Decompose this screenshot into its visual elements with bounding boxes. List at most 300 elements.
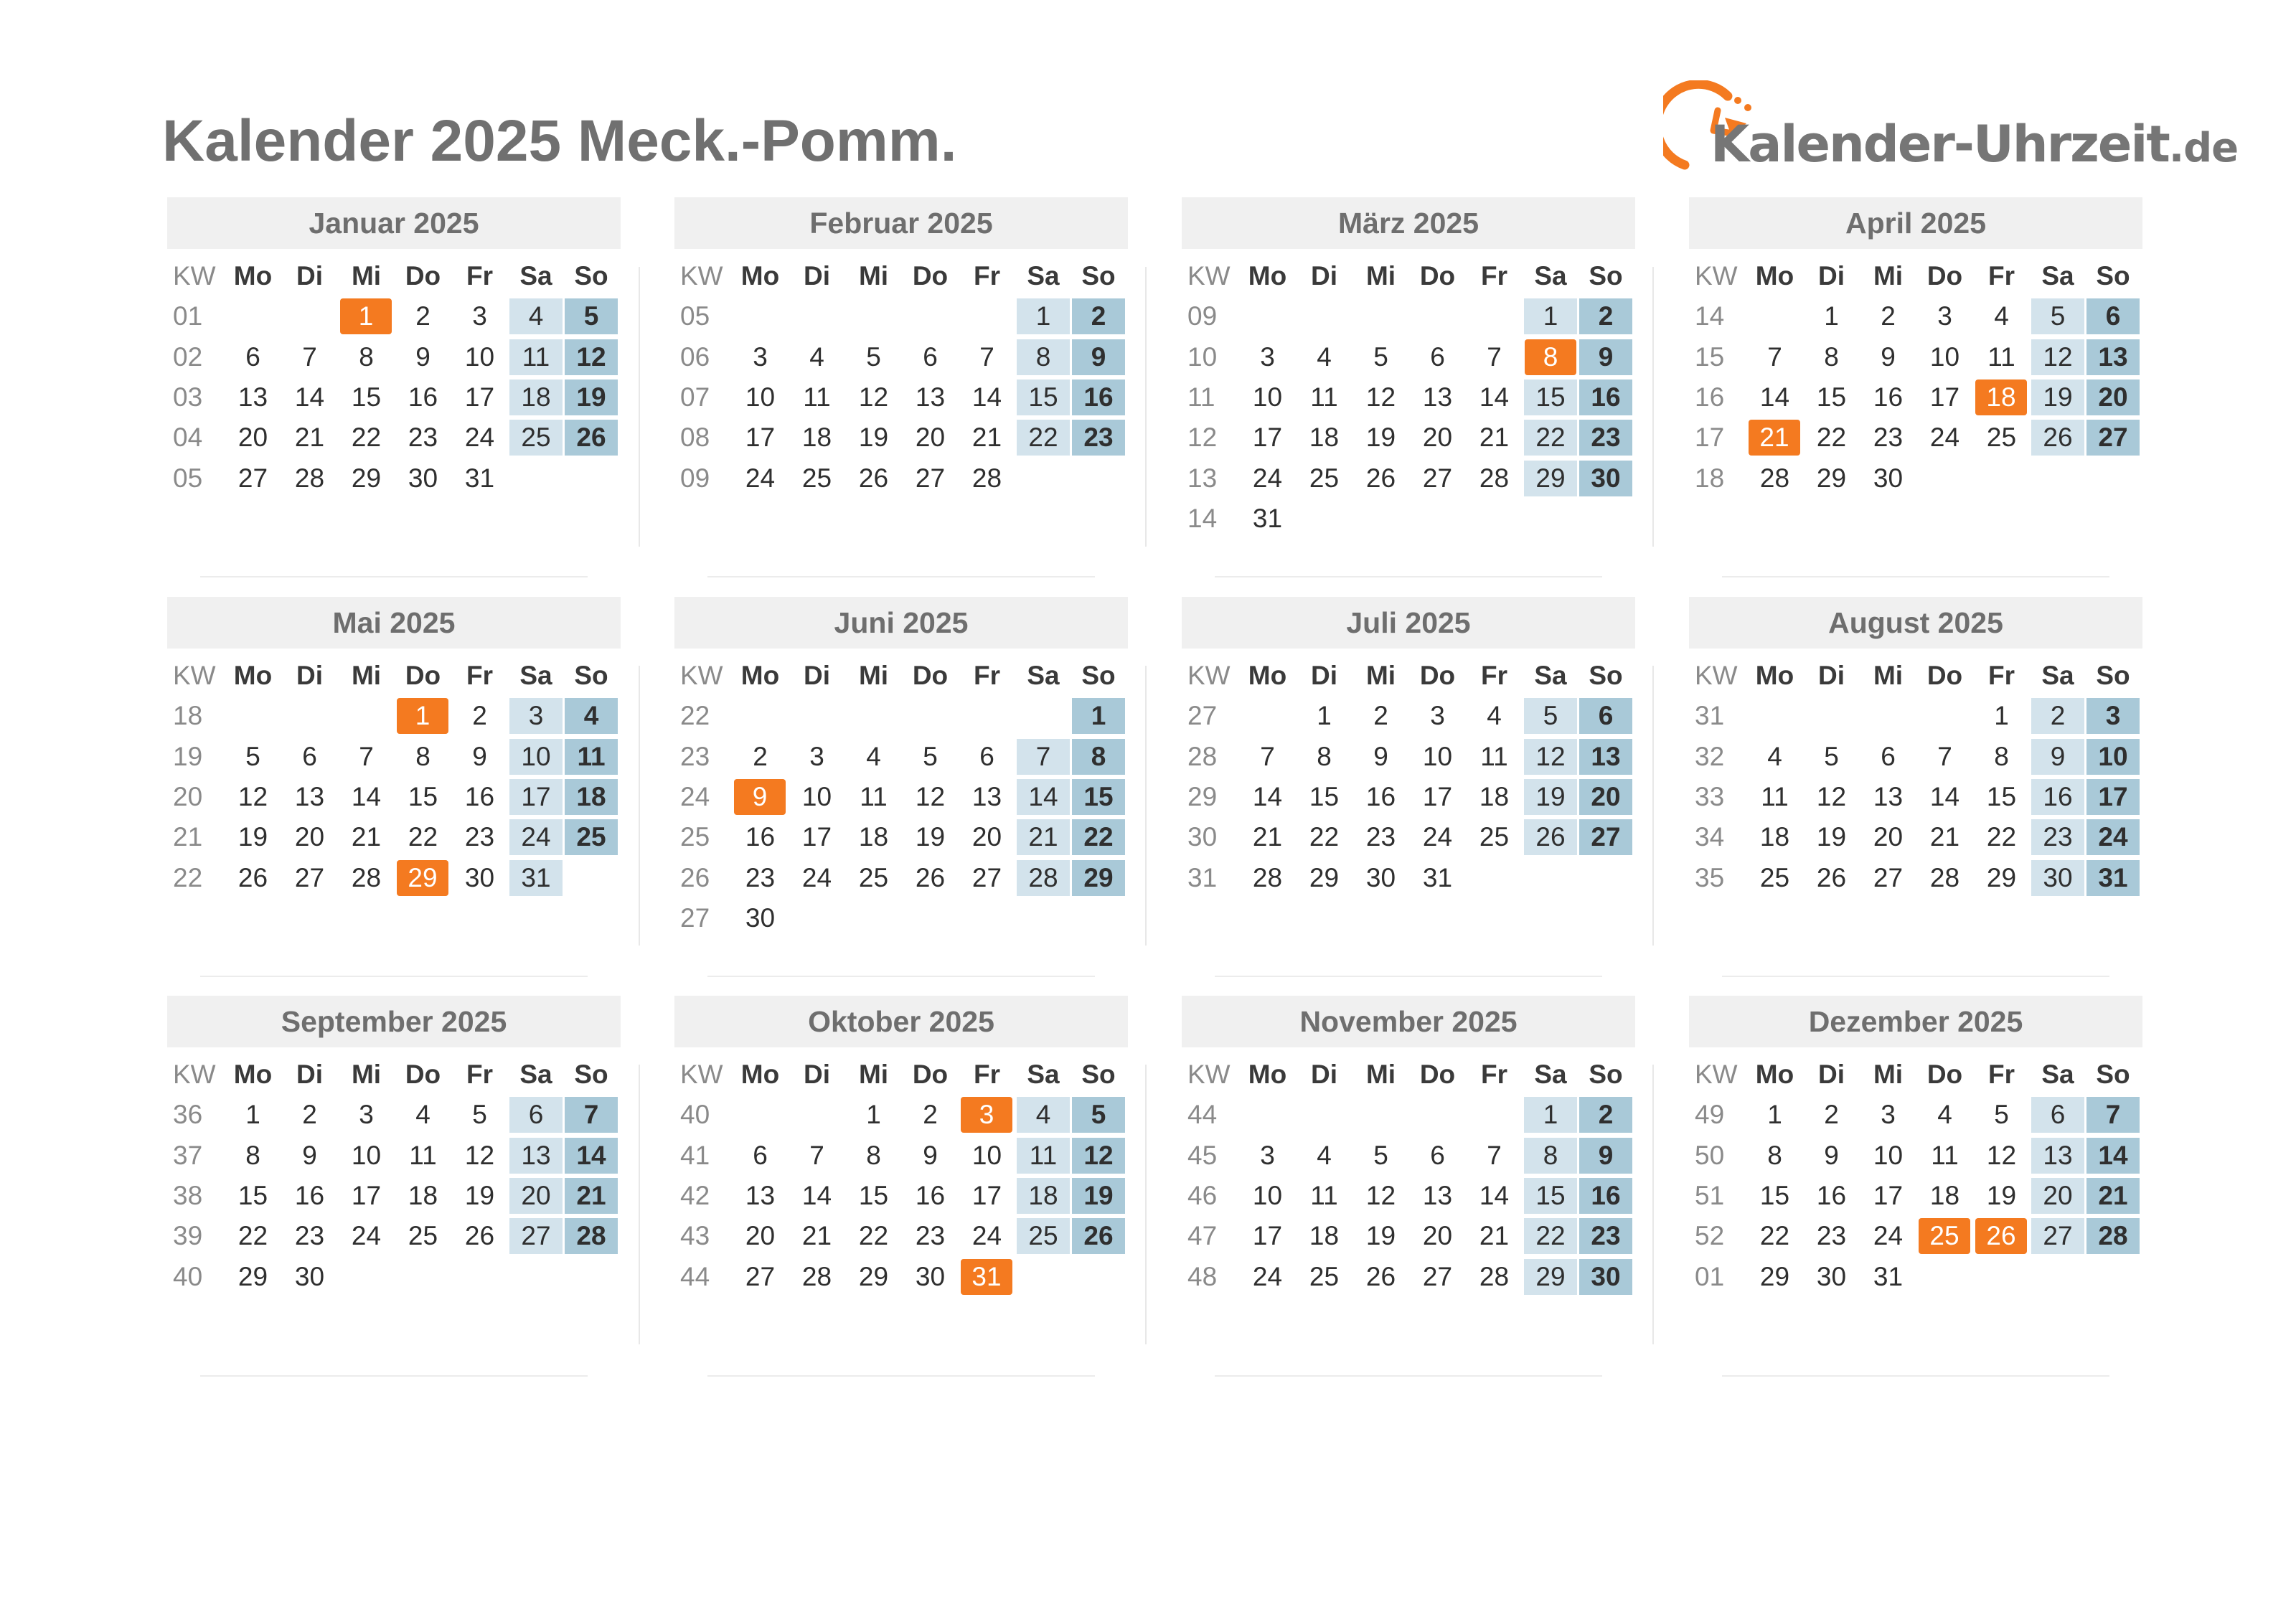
- day[interactable]: 14: [1929, 782, 1960, 812]
- day[interactable]: 23: [1365, 822, 1396, 852]
- day[interactable]: 1: [1524, 1097, 1577, 1133]
- day[interactable]: 30: [294, 1261, 325, 1291]
- day[interactable]: 29: [1072, 860, 1125, 896]
- day[interactable]: 15: [1986, 782, 2017, 812]
- day[interactable]: 12: [1524, 739, 1577, 775]
- day[interactable]: 10: [1252, 1181, 1283, 1211]
- day[interactable]: 24: [1252, 1261, 1283, 1291]
- day[interactable]: 2: [1881, 301, 1896, 331]
- day[interactable]: 31: [509, 860, 563, 896]
- day[interactable]: 19: [915, 822, 946, 852]
- day[interactable]: 6: [1430, 1140, 1445, 1170]
- holiday-day[interactable]: 25: [1919, 1218, 1970, 1254]
- day[interactable]: 6: [753, 1140, 768, 1170]
- day[interactable]: 13: [2031, 1138, 2084, 1174]
- day[interactable]: 6: [1881, 741, 1896, 771]
- holiday-day[interactable]: 21: [1749, 420, 1800, 456]
- day[interactable]: 20: [1873, 822, 1904, 852]
- day[interactable]: 23: [1579, 1218, 1632, 1254]
- day[interactable]: 7: [302, 341, 317, 372]
- day[interactable]: 6: [1579, 698, 1632, 734]
- day[interactable]: 29: [1816, 463, 1847, 493]
- day[interactable]: 11: [1931, 1140, 1959, 1170]
- day[interactable]: 16: [1072, 379, 1125, 415]
- day[interactable]: 13: [745, 1181, 776, 1211]
- day[interactable]: 22: [1816, 423, 1847, 453]
- day[interactable]: 25: [1759, 862, 1790, 892]
- day[interactable]: 21: [1479, 423, 1510, 453]
- day[interactable]: 21: [1252, 822, 1283, 852]
- day[interactable]: 31: [1873, 1261, 1904, 1291]
- day[interactable]: 11: [1761, 782, 1789, 812]
- day[interactable]: 11: [1987, 341, 2015, 372]
- day[interactable]: 8: [415, 741, 430, 771]
- day[interactable]: 23: [745, 862, 776, 892]
- day[interactable]: 18: [1759, 822, 1790, 852]
- day[interactable]: 20: [915, 423, 946, 453]
- day[interactable]: 3: [1937, 301, 1952, 331]
- day[interactable]: 8: [1767, 1140, 1782, 1170]
- day[interactable]: 30: [1873, 463, 1904, 493]
- day[interactable]: 29: [1524, 1259, 1577, 1295]
- day[interactable]: 18: [408, 1181, 438, 1211]
- day[interactable]: 14: [1759, 382, 1790, 412]
- day[interactable]: 26: [1365, 463, 1396, 493]
- day[interactable]: 11: [1310, 1181, 1338, 1211]
- day[interactable]: 8: [1317, 741, 1332, 771]
- day[interactable]: 6: [245, 341, 260, 372]
- day[interactable]: 13: [1873, 782, 1904, 812]
- day[interactable]: 11: [803, 382, 831, 412]
- day[interactable]: 5: [565, 298, 618, 334]
- day[interactable]: 6: [2086, 298, 2140, 334]
- day[interactable]: 7: [1487, 1140, 1502, 1170]
- day[interactable]: 25: [1017, 1218, 1070, 1254]
- day[interactable]: 4: [1017, 1097, 1070, 1133]
- day[interactable]: 24: [1929, 423, 1960, 453]
- day[interactable]: 26: [464, 1221, 495, 1251]
- holiday-day[interactable]: 18: [1975, 379, 2027, 415]
- day[interactable]: 26: [237, 862, 268, 892]
- day[interactable]: 18: [509, 379, 563, 415]
- day[interactable]: 3: [753, 341, 768, 372]
- day[interactable]: 8: [359, 341, 374, 372]
- day[interactable]: 14: [1479, 1181, 1510, 1211]
- day[interactable]: 22: [1759, 1221, 1790, 1251]
- day[interactable]: 7: [979, 341, 994, 372]
- day[interactable]: 2: [1373, 701, 1388, 731]
- day[interactable]: 18: [801, 423, 832, 453]
- day[interactable]: 7: [809, 1140, 824, 1170]
- day[interactable]: 5: [1072, 1097, 1125, 1133]
- day[interactable]: 21: [801, 1221, 832, 1251]
- day[interactable]: 24: [351, 1221, 382, 1251]
- day[interactable]: 18: [1929, 1181, 1960, 1211]
- day[interactable]: 2: [923, 1100, 938, 1130]
- day[interactable]: 11: [860, 782, 888, 812]
- day[interactable]: 26: [2031, 420, 2084, 456]
- day[interactable]: 9: [1072, 339, 1125, 375]
- day[interactable]: 2: [1579, 298, 1632, 334]
- day[interactable]: 7: [1767, 341, 1782, 372]
- day[interactable]: 17: [745, 423, 776, 453]
- day[interactable]: 25: [509, 420, 563, 456]
- day[interactable]: 9: [1579, 1138, 1632, 1174]
- day[interactable]: 13: [1422, 382, 1453, 412]
- day[interactable]: 4: [565, 698, 618, 734]
- day[interactable]: 19: [1365, 423, 1396, 453]
- day[interactable]: 13: [237, 382, 268, 412]
- day[interactable]: 12: [1365, 382, 1396, 412]
- day[interactable]: 23: [294, 1221, 325, 1251]
- day[interactable]: 26: [1072, 1218, 1125, 1254]
- day[interactable]: 16: [294, 1181, 325, 1211]
- day[interactable]: 23: [1873, 423, 1904, 453]
- day[interactable]: 20: [745, 1221, 776, 1251]
- day[interactable]: 18: [1479, 782, 1510, 812]
- holiday-day[interactable]: 8: [1525, 339, 1576, 375]
- day[interactable]: 18: [1309, 423, 1340, 453]
- day[interactable]: 22: [351, 423, 382, 453]
- day[interactable]: 31: [2086, 860, 2140, 896]
- day[interactable]: 5: [1373, 1140, 1388, 1170]
- day[interactable]: 7: [2086, 1097, 2140, 1133]
- day[interactable]: 5: [1994, 1100, 2009, 1130]
- day[interactable]: 17: [1252, 423, 1283, 453]
- day[interactable]: 10: [509, 739, 563, 775]
- day[interactable]: 25: [858, 862, 889, 892]
- day[interactable]: 28: [2086, 1218, 2140, 1254]
- day[interactable]: 29: [1986, 862, 2017, 892]
- day[interactable]: 13: [294, 782, 325, 812]
- day[interactable]: 29: [237, 1261, 268, 1291]
- day[interactable]: 27: [971, 862, 1002, 892]
- day[interactable]: 28: [565, 1218, 618, 1254]
- day[interactable]: 21: [2086, 1178, 2140, 1214]
- day[interactable]: 3: [359, 1100, 374, 1130]
- day[interactable]: 23: [408, 423, 438, 453]
- day[interactable]: 10: [971, 1140, 1002, 1170]
- day[interactable]: 25: [408, 1221, 438, 1251]
- day[interactable]: 28: [294, 463, 325, 493]
- day[interactable]: 23: [915, 1221, 946, 1251]
- day[interactable]: 3: [509, 698, 563, 734]
- day[interactable]: 9: [1881, 341, 1896, 372]
- day[interactable]: 6: [302, 741, 317, 771]
- day[interactable]: 9: [1373, 741, 1388, 771]
- day[interactable]: 19: [464, 1181, 495, 1211]
- day[interactable]: 8: [245, 1140, 260, 1170]
- day[interactable]: 17: [464, 382, 495, 412]
- day[interactable]: 20: [1422, 1221, 1453, 1251]
- day[interactable]: 24: [1422, 822, 1453, 852]
- day[interactable]: 14: [294, 382, 325, 412]
- day[interactable]: 10: [745, 382, 776, 412]
- day[interactable]: 11: [565, 739, 618, 775]
- day[interactable]: 28: [1479, 1261, 1510, 1291]
- day[interactable]: 15: [1524, 379, 1577, 415]
- day[interactable]: 28: [1479, 463, 1510, 493]
- day[interactable]: 14: [1479, 382, 1510, 412]
- day[interactable]: 9: [1824, 1140, 1839, 1170]
- day[interactable]: 20: [971, 822, 1002, 852]
- day[interactable]: 1: [1524, 298, 1577, 334]
- day[interactable]: 19: [1816, 822, 1847, 852]
- day[interactable]: 24: [2086, 819, 2140, 855]
- day[interactable]: 13: [915, 382, 946, 412]
- day[interactable]: 22: [1017, 420, 1070, 456]
- day[interactable]: 15: [408, 782, 438, 812]
- day[interactable]: 28: [971, 463, 1002, 493]
- day[interactable]: 24: [509, 819, 563, 855]
- day[interactable]: 24: [1252, 463, 1283, 493]
- day[interactable]: 19: [1365, 1221, 1396, 1251]
- day[interactable]: 26: [858, 463, 889, 493]
- day[interactable]: 27: [915, 463, 946, 493]
- day[interactable]: 29: [351, 463, 382, 493]
- day[interactable]: 12: [237, 782, 268, 812]
- day[interactable]: 15: [1017, 379, 1070, 415]
- day[interactable]: 2: [472, 701, 487, 731]
- day[interactable]: 5: [472, 1100, 487, 1130]
- day[interactable]: 18: [1017, 1178, 1070, 1214]
- day[interactable]: 16: [1365, 782, 1396, 812]
- holiday-day[interactable]: 26: [1975, 1218, 2027, 1254]
- day[interactable]: 2: [302, 1100, 317, 1130]
- day[interactable]: 22: [1309, 822, 1340, 852]
- day[interactable]: 9: [302, 1140, 317, 1170]
- day[interactable]: 28: [1017, 860, 1070, 896]
- day[interactable]: 19: [2031, 379, 2084, 415]
- day[interactable]: 26: [565, 420, 618, 456]
- day[interactable]: 19: [1072, 1178, 1125, 1214]
- day[interactable]: 23: [464, 822, 495, 852]
- day[interactable]: 12: [915, 782, 946, 812]
- day[interactable]: 27: [1579, 819, 1632, 855]
- day[interactable]: 22: [1524, 1218, 1577, 1254]
- day[interactable]: 29: [858, 1261, 889, 1291]
- day[interactable]: 30: [745, 902, 776, 933]
- day[interactable]: 27: [1422, 1261, 1453, 1291]
- day[interactable]: 24: [971, 1221, 1002, 1251]
- day[interactable]: 27: [2031, 1218, 2084, 1254]
- day[interactable]: 23: [1072, 420, 1125, 456]
- day[interactable]: 11: [1310, 382, 1338, 412]
- day[interactable]: 18: [1309, 1221, 1340, 1251]
- day[interactable]: 14: [565, 1138, 618, 1174]
- day[interactable]: 3: [2086, 698, 2140, 734]
- day[interactable]: 10: [1252, 382, 1283, 412]
- day[interactable]: 10: [464, 341, 495, 372]
- day[interactable]: 27: [237, 463, 268, 493]
- day[interactable]: 5: [245, 741, 260, 771]
- day[interactable]: 19: [1524, 779, 1577, 815]
- day[interactable]: 17: [801, 822, 832, 852]
- day[interactable]: 26: [915, 862, 946, 892]
- day[interactable]: 28: [1929, 862, 1960, 892]
- day[interactable]: 10: [1929, 341, 1960, 372]
- day[interactable]: 12: [2031, 339, 2084, 375]
- day[interactable]: 18: [858, 822, 889, 852]
- day[interactable]: 11: [1017, 1138, 1070, 1174]
- day[interactable]: 1: [866, 1100, 881, 1130]
- day[interactable]: 16: [745, 822, 776, 852]
- day[interactable]: 25: [1986, 423, 2017, 453]
- day[interactable]: 24: [801, 862, 832, 892]
- day[interactable]: 25: [801, 463, 832, 493]
- day[interactable]: 1: [1017, 298, 1070, 334]
- day[interactable]: 20: [237, 423, 268, 453]
- day[interactable]: 27: [1422, 463, 1453, 493]
- day[interactable]: 1: [245, 1100, 260, 1130]
- day[interactable]: 10: [2086, 739, 2140, 775]
- day[interactable]: 23: [2031, 819, 2084, 855]
- day[interactable]: 25: [1309, 1261, 1340, 1291]
- day[interactable]: 8: [1017, 339, 1070, 375]
- day[interactable]: 17: [351, 1181, 382, 1211]
- day[interactable]: 14: [351, 782, 382, 812]
- day[interactable]: 8: [1072, 739, 1125, 775]
- day[interactable]: 6: [979, 741, 994, 771]
- day[interactable]: 23: [1816, 1221, 1847, 1251]
- day[interactable]: 29: [1759, 1261, 1790, 1291]
- day[interactable]: 4: [809, 341, 824, 372]
- day[interactable]: 20: [1579, 779, 1632, 815]
- day[interactable]: 12: [1986, 1140, 2017, 1170]
- day[interactable]: 19: [858, 423, 889, 453]
- day[interactable]: 13: [1422, 1181, 1453, 1211]
- day[interactable]: 1: [1994, 701, 2009, 731]
- day[interactable]: 12: [464, 1140, 495, 1170]
- day[interactable]: 13: [2086, 339, 2140, 375]
- day[interactable]: 21: [351, 822, 382, 852]
- day[interactable]: 20: [1422, 423, 1453, 453]
- day[interactable]: 7: [1017, 739, 1070, 775]
- day[interactable]: 19: [1986, 1181, 2017, 1211]
- day[interactable]: 15: [1072, 779, 1125, 815]
- day[interactable]: 10: [1873, 1140, 1904, 1170]
- day[interactable]: 11: [509, 339, 563, 375]
- day[interactable]: 14: [801, 1181, 832, 1211]
- day[interactable]: 13: [509, 1138, 563, 1174]
- day[interactable]: 29: [1309, 862, 1340, 892]
- day[interactable]: 1: [1072, 698, 1125, 734]
- day[interactable]: 3: [1881, 1100, 1896, 1130]
- day[interactable]: 4: [415, 1100, 430, 1130]
- day[interactable]: 3: [809, 741, 824, 771]
- day[interactable]: 17: [2086, 779, 2140, 815]
- day[interactable]: 5: [923, 741, 938, 771]
- day[interactable]: 28: [1759, 463, 1790, 493]
- day[interactable]: 7: [1260, 741, 1275, 771]
- day[interactable]: 20: [294, 822, 325, 852]
- day[interactable]: 6: [509, 1097, 563, 1133]
- day[interactable]: 22: [1986, 822, 2017, 852]
- day[interactable]: 25: [1309, 463, 1340, 493]
- day[interactable]: 22: [858, 1221, 889, 1251]
- day[interactable]: 28: [351, 862, 382, 892]
- day[interactable]: 25: [565, 819, 618, 855]
- day[interactable]: 12: [1816, 782, 1847, 812]
- day[interactable]: 31: [1252, 503, 1283, 533]
- day[interactable]: 30: [1579, 1259, 1632, 1295]
- day[interactable]: 20: [509, 1178, 563, 1214]
- day[interactable]: 19: [565, 379, 618, 415]
- day[interactable]: 5: [1524, 698, 1577, 734]
- day[interactable]: 2: [1579, 1097, 1632, 1133]
- day[interactable]: 6: [2031, 1097, 2084, 1133]
- day[interactable]: 27: [2086, 420, 2140, 456]
- day[interactable]: 16: [1579, 1178, 1632, 1214]
- holiday-day[interactable]: 29: [397, 860, 448, 896]
- day[interactable]: 17: [971, 1181, 1002, 1211]
- day[interactable]: 4: [1317, 1140, 1332, 1170]
- day[interactable]: 20: [2031, 1178, 2084, 1214]
- day[interactable]: 22: [237, 1221, 268, 1251]
- day[interactable]: 19: [237, 822, 268, 852]
- day[interactable]: 22: [1072, 819, 1125, 855]
- day[interactable]: 3: [1260, 1140, 1275, 1170]
- day[interactable]: 6: [923, 341, 938, 372]
- day[interactable]: 14: [971, 382, 1002, 412]
- day[interactable]: 2: [1824, 1100, 1839, 1130]
- day[interactable]: 14: [1252, 782, 1283, 812]
- day[interactable]: 2: [415, 301, 430, 331]
- day[interactable]: 4: [1937, 1100, 1952, 1130]
- day[interactable]: 20: [2086, 379, 2140, 415]
- day[interactable]: 8: [1994, 741, 2009, 771]
- holiday-day[interactable]: 1: [397, 698, 448, 734]
- day[interactable]: 15: [237, 1181, 268, 1211]
- holiday-day[interactable]: 9: [734, 779, 786, 815]
- day[interactable]: 8: [1524, 1138, 1577, 1174]
- day[interactable]: 26: [1524, 819, 1577, 855]
- day[interactable]: 11: [1480, 741, 1508, 771]
- holiday-day[interactable]: 31: [961, 1259, 1012, 1295]
- day[interactable]: 2: [753, 741, 768, 771]
- day[interactable]: 31: [464, 463, 495, 493]
- day[interactable]: 9: [923, 1140, 938, 1170]
- day[interactable]: 1: [1824, 301, 1839, 331]
- day[interactable]: 25: [1479, 822, 1510, 852]
- day[interactable]: 22: [1524, 420, 1577, 456]
- day[interactable]: 30: [2031, 860, 2084, 896]
- day[interactable]: 4: [1487, 701, 1502, 731]
- day[interactable]: 16: [1873, 382, 1904, 412]
- day[interactable]: 24: [1873, 1221, 1904, 1251]
- day[interactable]: 7: [1487, 341, 1502, 372]
- day[interactable]: 3: [1430, 701, 1445, 731]
- day[interactable]: 12: [565, 339, 618, 375]
- day[interactable]: 26: [1365, 1261, 1396, 1291]
- day[interactable]: 27: [1873, 862, 1904, 892]
- day[interactable]: 16: [1816, 1181, 1847, 1211]
- day[interactable]: 26: [1816, 862, 1847, 892]
- day[interactable]: 5: [2031, 298, 2084, 334]
- day[interactable]: 30: [915, 1261, 946, 1291]
- day[interactable]: 17: [1929, 382, 1960, 412]
- day[interactable]: 15: [1309, 782, 1340, 812]
- day[interactable]: 21: [1479, 1221, 1510, 1251]
- day[interactable]: 13: [1579, 739, 1632, 775]
- day[interactable]: 27: [509, 1218, 563, 1254]
- day[interactable]: 5: [1824, 741, 1839, 771]
- day[interactable]: 6: [1430, 341, 1445, 372]
- day[interactable]: 3: [1260, 341, 1275, 372]
- day[interactable]: 30: [408, 463, 438, 493]
- day[interactable]: 4: [866, 741, 881, 771]
- day[interactable]: 9: [415, 341, 430, 372]
